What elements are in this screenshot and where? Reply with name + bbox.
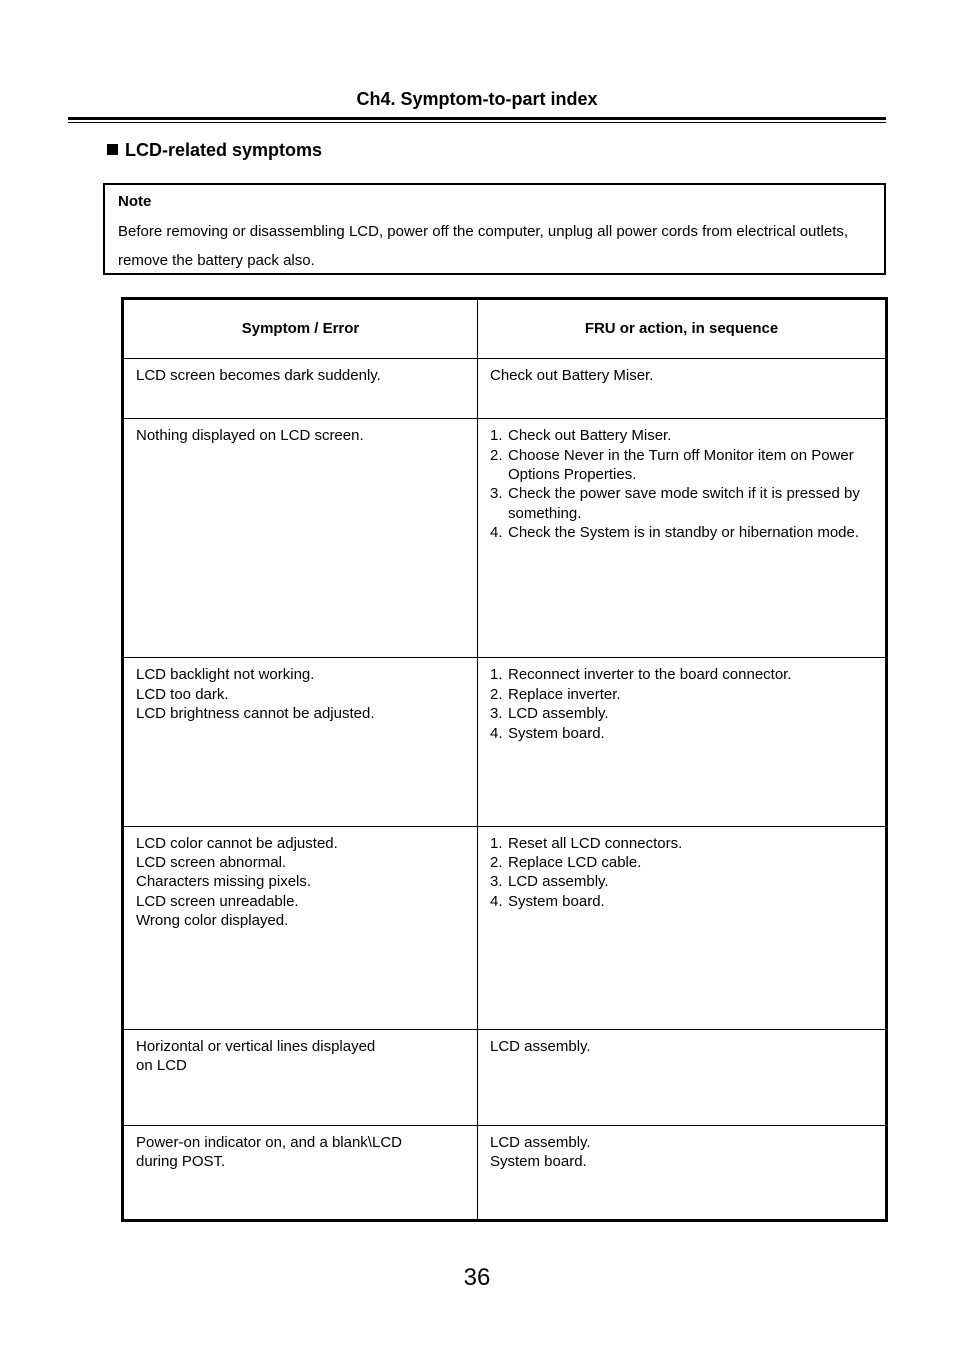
section-heading (107, 139, 322, 161)
table-row (123, 658, 887, 826)
action-cell (478, 826, 887, 1029)
note-title: Note (118, 193, 152, 210)
action-item (490, 665, 875, 684)
page-title: Ch4. Symptom-to-part index (356, 89, 598, 109)
symptom-text: LCD screen abnormal. (136, 853, 287, 871)
symptom-text: LCD screen becomes dark suddenly. (136, 367, 381, 385)
action-number: 4. (490, 724, 503, 742)
action-text: System board. (508, 724, 605, 742)
action-text: Check out Battery Miser. (490, 367, 654, 385)
table-row (123, 1029, 887, 1125)
action-number: 2. (490, 685, 503, 703)
symptom-text: LCD color cannot be adjusted. (136, 834, 338, 852)
column-header-symptom: Symptom / Error (123, 299, 478, 359)
action-item (490, 704, 875, 723)
symptom-text: Nothing displayed on LCD screen. (136, 427, 364, 445)
action-item (490, 523, 875, 542)
action-item (490, 426, 875, 445)
action-text: Replace inverter. (508, 685, 621, 703)
action-number: 3. (490, 485, 503, 503)
symptom-text: Power-on indicator on, and a blank\LCD (136, 1133, 402, 1151)
action-cell (478, 419, 887, 658)
action-cell (478, 658, 887, 826)
action-text: LCD assembly. (508, 873, 609, 891)
symptom-cell (123, 359, 478, 419)
symptom-cell (123, 826, 478, 1029)
symptom-list (124, 1030, 477, 1076)
symptom-cell (123, 658, 478, 826)
action-item (490, 446, 875, 485)
action-item (490, 366, 875, 385)
action-item (490, 834, 875, 853)
symptom-cell (123, 1125, 478, 1220)
action-text: Reconnect inverter to the board connector. (508, 666, 792, 684)
action-text: Reset all LCD connectors. (508, 834, 683, 852)
symptom-text: on LCD (136, 1057, 187, 1075)
action-text: System board. (508, 892, 605, 910)
action-list (478, 827, 885, 912)
symptom-list (124, 419, 477, 445)
action-cell (478, 359, 887, 419)
action-text: Check out Battery Miser. (508, 427, 672, 445)
table-header-row (123, 299, 887, 359)
note-text: Before removing or disassembling LCD, power off the computer, unplug all power cords from electrical outlets, remove the battery pack also. (118, 223, 849, 269)
header-rule-thin (68, 122, 886, 123)
action-item (490, 872, 875, 891)
action-list (478, 1126, 885, 1172)
symptom-text: Characters missing pixels. (136, 873, 312, 891)
symptom-list (124, 1126, 477, 1172)
action-item (490, 484, 875, 523)
action-item (490, 1133, 875, 1152)
action-number: 2. (490, 446, 503, 464)
symptom-list (124, 359, 477, 385)
action-number: 1. (490, 666, 503, 684)
action-number: 3. (490, 873, 503, 891)
symptom-text: LCD backlight not working. (136, 666, 315, 684)
column-header-action: FRU or action, in sequence (478, 299, 887, 359)
action-text: Choose Never in the Turn off Monitor item on Power Options Properties. (508, 446, 854, 483)
action-number: 1. (490, 427, 503, 445)
action-text: LCD assembly. (490, 1133, 591, 1151)
action-number: 2. (490, 853, 503, 871)
symptom-text: LCD too dark. (136, 685, 229, 703)
action-text: Check the power save mode switch if it is pressed by something. (508, 485, 860, 522)
symptom-text: LCD screen unreadable. (136, 892, 299, 910)
action-text: System board. (490, 1153, 587, 1171)
action-number: 1. (490, 834, 503, 852)
page-number: 36 (463, 1264, 491, 1291)
symptom-list (124, 827, 477, 931)
symptom-text: Horizontal or vertical lines displayed (136, 1037, 376, 1055)
action-number: 4. (490, 892, 503, 910)
symptom-text: Wrong color displayed. (136, 912, 289, 930)
symptom-table (121, 297, 888, 1222)
action-cell (478, 1125, 887, 1220)
action-item (490, 853, 875, 872)
action-item (490, 685, 875, 704)
action-text: LCD assembly. (508, 705, 609, 723)
action-text: Replace LCD cable. (508, 853, 642, 871)
action-text: LCD assembly. (490, 1037, 591, 1055)
action-list (478, 419, 885, 542)
action-list (478, 359, 885, 385)
table-row (123, 1125, 887, 1220)
action-item (490, 724, 875, 743)
action-list (478, 1030, 885, 1056)
square-bullet-icon (107, 144, 118, 155)
symptom-cell (123, 1029, 478, 1125)
action-number: 4. (490, 524, 503, 542)
note-box (103, 183, 886, 275)
action-text: Check the System is in standby or hibernation mode. (508, 524, 860, 542)
action-item (490, 1152, 875, 1171)
section-heading-text: LCD-related symptoms (125, 140, 323, 160)
table-row (123, 826, 887, 1029)
symptom-list (124, 658, 477, 723)
action-list (478, 658, 885, 743)
action-item (490, 1037, 875, 1056)
symptom-text: LCD brightness cannot be adjusted. (136, 705, 375, 723)
symptom-text: during POST. (136, 1153, 226, 1171)
action-item (490, 892, 875, 911)
action-cell (478, 1029, 887, 1125)
header-rule-thick (68, 117, 886, 120)
symptom-cell (123, 419, 478, 658)
table-row (123, 359, 887, 419)
action-number: 3. (490, 705, 503, 723)
table-row (123, 419, 887, 658)
